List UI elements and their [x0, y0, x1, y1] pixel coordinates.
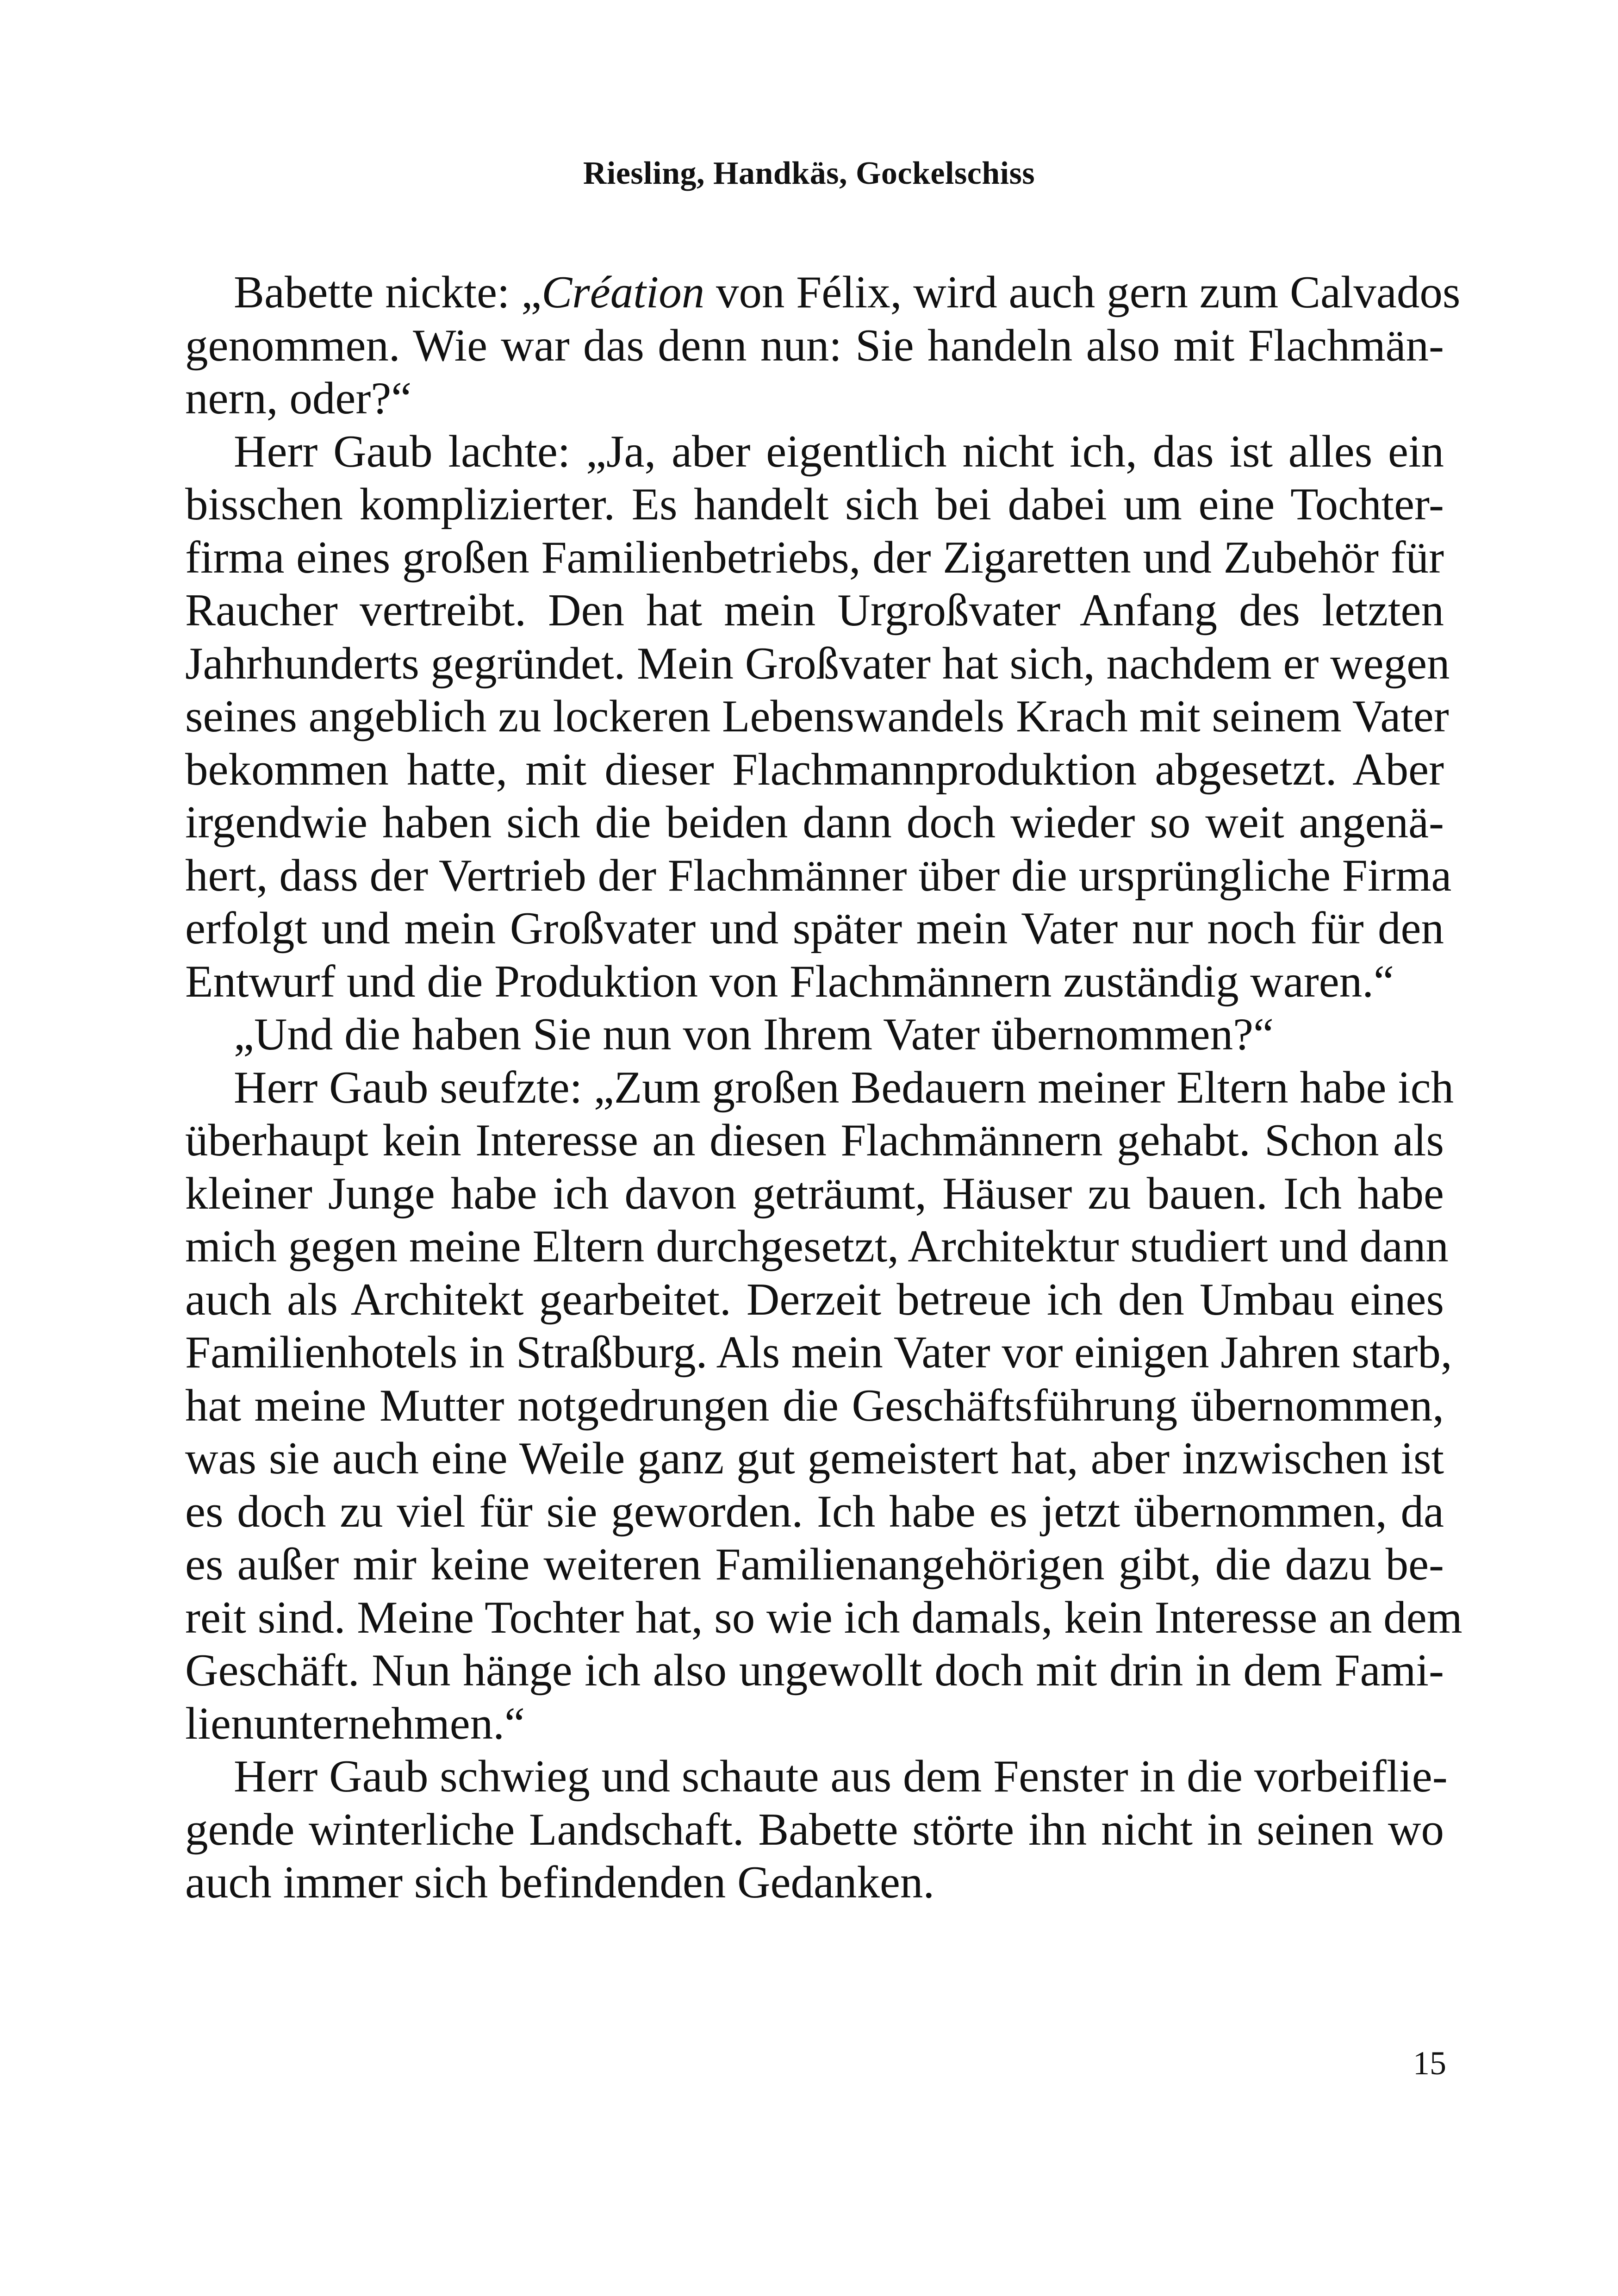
body-text [185, 266, 1462, 1909]
text-line: bisschen komplizierter. Es handelt sich bei dabei um eine Tochter- [185, 479, 1444, 530]
text-line: mich gegen meine Eltern durchgesetzt, Architektur studiert und dann [185, 1221, 1449, 1272]
emphasized-word: Création [541, 267, 705, 318]
text-line: Geschäft. Nun hänge ich also ungewollt doch mit drin in dem Fami- [185, 1645, 1444, 1696]
text-line: Entwurf und die Produktion von Flachmännern zuständig waren.“ [185, 956, 1394, 1007]
text-line: hert, dass der Vertrieb der Flachmänner über die ursprüngliche Firma [185, 850, 1452, 901]
text-line: „Und die haben Sie nun von Ihrem Vater übernommen?“ [234, 1009, 1274, 1060]
text-line: auch immer sich befindenden Gedanken. [185, 1857, 935, 1908]
text-line: es doch zu viel für sie geworden. Ich habe es jetzt übernommen, da [185, 1486, 1444, 1537]
text-line: irgendwie haben sich die beiden dann doch wieder so weit angenä- [185, 797, 1444, 848]
text-line: Raucher vertreibt. Den hat mein Urgroßvater Anfang des letzten [185, 585, 1444, 636]
text-line: seines angeblich zu lockeren Lebenswandels Krach mit seinem Vater [185, 691, 1449, 742]
text-line: Babette nickte: „Création von Félix, wird auch gern zum Calvados [234, 267, 1461, 318]
paragraph [185, 1008, 1444, 1061]
text-line: Herr Gaub seufzte: „Zum großen Bedauern meiner Eltern habe ich [234, 1062, 1454, 1113]
text-line: reit sind. Meine Tochter hat, so wie ich damals, kein Interesse an dem [185, 1592, 1462, 1643]
text-line: bekommen hatte, mit dieser Flachmannproduktion abgesetzt. Aber [185, 744, 1444, 795]
text-line: kleiner Junge habe ich davon geträumt, Häuser zu bauen. Ich habe [185, 1168, 1444, 1219]
text-line: auch als Architekt gearbeitet. Derzeit betreue ich den Umbau eines [185, 1274, 1444, 1325]
text-line: es außer mir keine weiteren Familienangehörigen gibt, die dazu be- [185, 1539, 1444, 1590]
paragraph [185, 425, 1452, 1009]
text-line: hat meine Mutter notgedrungen die Geschäftsführung übernommen, [185, 1380, 1444, 1431]
text-line: gende winterliche Landschaft. Babette störte ihn nicht in seinen wo [185, 1804, 1444, 1855]
text-line: genommen. Wie war das denn nun: Sie handeln also mit Flachmän- [185, 320, 1444, 371]
page-number: 15 [1413, 2045, 1446, 2082]
paragraph [185, 1750, 1448, 1909]
paragraph [185, 1061, 1462, 1751]
text-line: überhaupt kein Interesse an diesen Flachmännern gehabt. Schon als [185, 1115, 1444, 1166]
text-line: Jahrhunderts gegründet. Mein Großvater hat sich, nachdem er wegen [185, 638, 1450, 689]
text-line: was sie auch eine Weile ganz gut gemeistert hat, aber inzwischen ist [185, 1433, 1444, 1484]
text-line: lienunternehmen.“ [185, 1698, 525, 1749]
paragraph [185, 266, 1461, 425]
text-line: Herr Gaub schwieg und schaute aus dem Fenster in die vorbeiflie- [234, 1751, 1448, 1802]
running-header: Riesling, Handkäs, Gockelschiss [583, 156, 1035, 191]
text-line: nern, oder?“ [185, 373, 412, 424]
text-line: firma eines großen Familienbetriebs, der Zigaretten und Zubehör für [185, 532, 1444, 583]
text-line: Familienhotels in Straßburg. Als mein Vater vor einigen Jahren starb, [185, 1327, 1452, 1378]
text-line: Herr Gaub lachte: „Ja, aber eigentlich nicht ich, das ist alles ein [234, 426, 1444, 477]
text-line: erfolgt und mein Großvater und später mein Vater nur noch für den [185, 903, 1444, 954]
